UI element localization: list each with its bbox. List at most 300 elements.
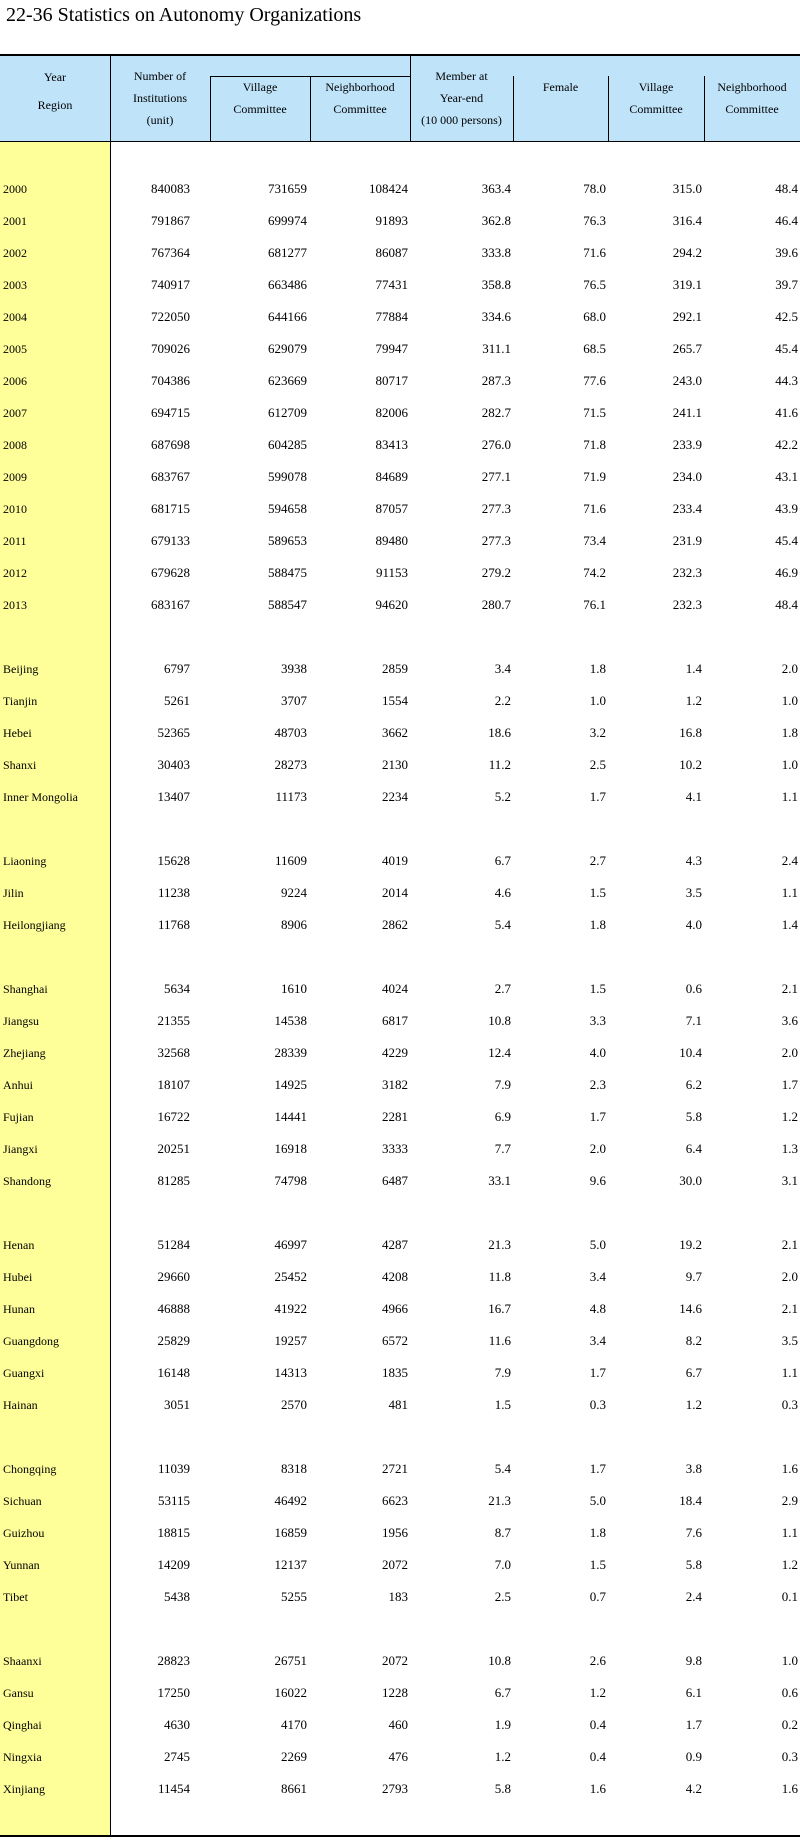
table-row (0, 429, 800, 461)
cell-col-members: 2.5 (494, 1589, 511, 1604)
table-row (0, 1741, 800, 1773)
cell-col-members: 277.1 (481, 469, 511, 484)
cell-col-female: 1.7 (589, 1365, 606, 1380)
cell-col-institutions: 11454 (157, 1781, 190, 1796)
cell-col-inst-village: 604285 (268, 437, 307, 452)
cell-col-members: 5.8 (494, 1781, 511, 1796)
cell-col-inst-neighborhood: 2281 (382, 1109, 408, 1124)
cell-col-institutions: 20251 (157, 1141, 190, 1156)
cell-col-members: 2.2 (494, 693, 511, 708)
cell-col-inst-neighborhood: 2234 (382, 789, 408, 804)
cell-col-female: 1.0 (589, 693, 606, 708)
cell-col-inst-village: 19257 (274, 1333, 307, 1348)
cell-col-inst-neighborhood: 6623 (382, 1493, 408, 1508)
row-label: 2008 (3, 438, 27, 452)
row-label: Zhejiang (3, 1046, 46, 1060)
row-label: Jiangxi (3, 1142, 38, 1156)
table-row (0, 1389, 800, 1421)
cell-col-inst-neighborhood: 4019 (382, 853, 408, 868)
table-row (0, 1165, 800, 1197)
cell-col-institutions: 11238 (157, 885, 190, 900)
cell-col-mem-village: 4.3 (685, 853, 702, 868)
table-row (0, 557, 800, 589)
cell-col-female: 76.5 (583, 277, 606, 292)
cell-col-inst-neighborhood: 3333 (382, 1141, 408, 1156)
cell-col-inst-village: 5255 (281, 1589, 307, 1604)
cell-col-inst-neighborhood: 94620 (375, 597, 408, 612)
cell-col-institutions: 15628 (157, 853, 190, 868)
cell-col-female: 68.0 (583, 309, 606, 324)
table-row (0, 653, 800, 685)
row-label: 2004 (3, 310, 27, 324)
cell-col-inst-neighborhood: 3182 (382, 1077, 408, 1092)
cell-col-inst-village: 612709 (268, 405, 307, 420)
cell-col-institutions: 16722 (157, 1109, 190, 1124)
cell-col-inst-village: 14538 (274, 1013, 307, 1028)
cell-col-members: 333.8 (481, 245, 511, 260)
cell-col-mem-neighborhood: 43.1 (775, 469, 798, 484)
table-row (0, 1709, 800, 1741)
cell-col-mem-village: 243.0 (672, 373, 702, 388)
row-label: Fujian (3, 1110, 34, 1124)
cell-col-institutions: 709026 (151, 341, 190, 356)
table-row (0, 749, 800, 781)
cell-col-mem-neighborhood: 2.1 (781, 981, 798, 996)
cell-col-mem-village: 7.6 (685, 1525, 702, 1540)
cell-col-inst-village: 16022 (274, 1685, 307, 1700)
cell-col-female: 0.4 (589, 1749, 606, 1764)
cell-col-mem-neighborhood: 41.6 (775, 405, 798, 420)
cell-col-inst-neighborhood: 2072 (382, 1653, 408, 1668)
cell-col-inst-neighborhood: 6572 (382, 1333, 408, 1348)
cell-col-female: 71.6 (583, 501, 606, 516)
cell-col-inst-village: 14441 (274, 1109, 307, 1124)
cell-col-mem-village: 233.4 (672, 501, 702, 516)
cell-col-inst-village: 46997 (274, 1237, 307, 1252)
cell-col-inst-neighborhood: 2130 (382, 757, 408, 772)
cell-col-inst-village: 11609 (274, 853, 307, 868)
cell-col-members: 2.7 (494, 981, 511, 996)
table-row (0, 1517, 800, 1549)
cell-col-female: 78.0 (583, 181, 606, 196)
cell-col-mem-neighborhood: 1.0 (781, 1653, 798, 1668)
cell-col-institutions: 5634 (164, 981, 190, 996)
cell-col-members: 21.3 (488, 1493, 511, 1508)
cell-col-female: 4.0 (589, 1045, 606, 1060)
row-label: Shandong (3, 1174, 51, 1188)
row-label: Shanxi (3, 758, 37, 772)
cell-col-mem-neighborhood: 39.7 (775, 277, 798, 292)
row-label: Hubei (3, 1270, 33, 1284)
cell-col-members: 6.9 (494, 1109, 511, 1124)
cell-col-members: 3.4 (494, 661, 511, 676)
cell-col-mem-neighborhood: 39.6 (775, 245, 798, 260)
cell-col-mem-neighborhood: 1.3 (781, 1141, 798, 1156)
cell-col-female: 73.4 (583, 533, 606, 548)
cell-col-inst-neighborhood: 79947 (375, 341, 408, 356)
cell-col-institutions: 679133 (151, 533, 190, 548)
table-row (0, 1357, 800, 1389)
cell-col-female: 1.8 (589, 917, 606, 932)
table-row (0, 1069, 800, 1101)
cell-col-mem-village: 14.6 (679, 1301, 702, 1316)
cell-col-institutions: 30403 (157, 757, 190, 772)
row-label: 2013 (3, 598, 27, 612)
cell-col-female: 71.5 (583, 405, 606, 420)
row-label: Shaanxi (3, 1654, 42, 1668)
cell-col-mem-village: 232.3 (672, 565, 702, 580)
cell-col-inst-village: 2570 (281, 1397, 307, 1412)
page-title: 22-36 Statistics on Autonomy Organizations (6, 4, 362, 26)
cell-col-institutions: 687698 (151, 437, 190, 452)
cell-col-institutions: 5261 (164, 693, 190, 708)
table-row (0, 269, 800, 301)
cell-col-mem-village: 233.9 (672, 437, 702, 452)
cell-col-mem-neighborhood: 2.1 (781, 1301, 798, 1316)
row-label: Tibet (3, 1590, 28, 1604)
cell-col-institutions: 2745 (164, 1749, 190, 1764)
cell-col-mem-neighborhood: 1.1 (781, 789, 798, 804)
cell-col-female: 68.5 (583, 341, 606, 356)
header-female: Female (542, 80, 579, 94)
row-label: Ningxia (3, 1750, 42, 1764)
cell-col-members: 280.7 (481, 597, 511, 612)
cell-col-female: 2.0 (589, 1141, 606, 1156)
cell-col-institutions: 4630 (164, 1717, 190, 1732)
cell-col-members: 311.1 (482, 341, 511, 356)
row-label: 2000 (3, 182, 27, 196)
cell-col-inst-neighborhood: 77884 (375, 309, 408, 324)
row-label: Jiangsu (3, 1014, 39, 1028)
cell-col-female: 2.7 (589, 853, 606, 868)
row-label: Henan (3, 1238, 35, 1252)
cell-col-institutions: 16148 (157, 1365, 190, 1380)
cell-col-mem-village: 234.0 (672, 469, 702, 484)
cell-col-mem-village: 4.2 (685, 1781, 702, 1796)
cell-col-institutions: 704386 (151, 373, 190, 388)
cell-col-institutions: 18815 (157, 1525, 190, 1540)
table-row (0, 1101, 800, 1133)
cell-col-members: 7.7 (494, 1141, 511, 1156)
cell-col-inst-neighborhood: 4229 (382, 1045, 408, 1060)
table-row (0, 717, 800, 749)
cell-col-mem-neighborhood: 43.9 (775, 501, 798, 516)
cell-col-mem-neighborhood: 48.4 (775, 181, 798, 196)
cell-col-institutions: 740917 (151, 277, 190, 292)
cell-col-inst-village: 594658 (268, 501, 307, 516)
row-label: 2012 (3, 566, 27, 580)
cell-col-members: 4.6 (494, 885, 511, 900)
cell-col-members: 33.1 (488, 1173, 511, 1188)
cell-col-inst-village: 48703 (274, 725, 307, 740)
cell-col-institutions: 722050 (151, 309, 190, 324)
cell-col-mem-neighborhood: 1.2 (781, 1557, 798, 1572)
cell-col-mem-village: 10.2 (679, 757, 702, 772)
cell-col-inst-village: 588475 (268, 565, 307, 580)
row-label: 2011 (3, 534, 27, 548)
cell-col-female: 77.6 (583, 373, 606, 388)
row-label: Hebei (3, 726, 32, 740)
table-row (0, 301, 800, 333)
cell-col-members: 358.8 (481, 277, 511, 292)
cell-col-members: 334.6 (481, 309, 511, 324)
cell-col-female: 1.6 (589, 1781, 606, 1796)
cell-col-institutions: 18107 (157, 1077, 190, 1092)
cell-col-members: 18.6 (488, 725, 511, 740)
cell-col-female: 3.4 (589, 1269, 606, 1284)
table-row (0, 909, 800, 941)
cell-col-inst-neighborhood: 91893 (375, 213, 408, 228)
row-label: Anhui (3, 1078, 33, 1092)
cell-col-mem-neighborhood: 1.1 (781, 885, 798, 900)
cell-col-mem-neighborhood: 46.4 (775, 213, 798, 228)
table-row (0, 589, 800, 621)
row-label: Inner Mongolia (3, 790, 78, 804)
cell-col-mem-village: 315.0 (672, 181, 702, 196)
cell-col-mem-neighborhood: 1.0 (781, 757, 798, 772)
cell-col-mem-neighborhood: 42.2 (775, 437, 798, 452)
cell-col-inst-neighborhood: 2793 (382, 1781, 408, 1796)
cell-col-inst-village: 623669 (268, 373, 307, 388)
cell-col-members: 11.2 (488, 757, 511, 772)
cell-col-mem-village: 0.6 (685, 981, 702, 996)
cell-col-mem-neighborhood: 2.9 (781, 1493, 798, 1508)
cell-col-mem-neighborhood: 1.0 (781, 693, 798, 708)
cell-col-inst-neighborhood: 2014 (382, 885, 408, 900)
cell-col-mem-neighborhood: 44.3 (775, 373, 798, 388)
cell-col-institutions: 679628 (151, 565, 190, 580)
cell-col-institutions: 11039 (157, 1461, 190, 1476)
row-label: Sichuan (3, 1494, 42, 1508)
table-row (0, 845, 800, 877)
header-number-of-institutions: Number of Institutions (unit) (132, 69, 187, 127)
cell-col-inst-village: 599078 (268, 469, 307, 484)
cell-col-female: 5.0 (589, 1493, 606, 1508)
row-label: Heilongjiang (3, 918, 66, 932)
cell-col-mem-neighborhood: 1.7 (781, 1077, 798, 1092)
cell-col-members: 12.4 (488, 1045, 511, 1060)
cell-col-inst-village: 25452 (274, 1269, 307, 1284)
cell-col-institutions: 5438 (164, 1589, 190, 1604)
cell-col-inst-village: 9224 (281, 885, 307, 900)
cell-col-female: 1.7 (589, 1461, 606, 1476)
cell-col-members: 1.5 (494, 1397, 511, 1412)
cell-col-mem-neighborhood: 48.4 (775, 597, 798, 612)
table-row (0, 1773, 800, 1805)
cell-col-inst-neighborhood: 89480 (375, 533, 408, 548)
row-label: 2001 (3, 214, 27, 228)
table-row (0, 1453, 800, 1485)
row-label: Tianjin (3, 694, 38, 708)
cell-col-inst-village: 629079 (268, 341, 307, 356)
statistics-table (0, 54, 800, 1837)
cell-col-mem-village: 319.1 (672, 277, 702, 292)
cell-col-inst-village: 26751 (274, 1653, 307, 1668)
cell-col-members: 6.7 (494, 1685, 511, 1700)
cell-col-inst-village: 11173 (275, 789, 307, 804)
cell-col-members: 11.6 (488, 1333, 511, 1348)
table-body (0, 54, 800, 1837)
cell-col-inst-neighborhood: 476 (388, 1749, 408, 1764)
cell-col-mem-neighborhood: 0.3 (781, 1749, 798, 1764)
cell-col-inst-neighborhood: 6487 (382, 1173, 408, 1188)
table-row (0, 205, 800, 237)
cell-col-inst-village: 699974 (268, 213, 307, 228)
cell-col-mem-neighborhood: 1.1 (781, 1525, 798, 1540)
cell-col-members: 1.9 (494, 1717, 511, 1732)
cell-col-mem-neighborhood: 3.5 (781, 1333, 798, 1348)
table-row (0, 781, 800, 813)
cell-col-inst-village: 681277 (268, 245, 307, 260)
cell-col-inst-neighborhood: 2862 (382, 917, 408, 932)
cell-col-female: 71.9 (583, 469, 606, 484)
cell-col-institutions: 840083 (151, 181, 190, 196)
cell-col-female: 2.6 (589, 1653, 606, 1668)
cell-col-mem-neighborhood: 1.8 (781, 725, 798, 740)
cell-col-female: 3.3 (589, 1013, 606, 1028)
cell-col-institutions: 683767 (151, 469, 190, 484)
cell-col-mem-village: 265.7 (672, 341, 702, 356)
cell-col-mem-village: 4.0 (685, 917, 702, 932)
table-row (0, 973, 800, 1005)
cell-col-members: 7.9 (494, 1077, 511, 1092)
cell-col-mem-village: 4.1 (685, 789, 702, 804)
cell-col-female: 1.8 (589, 661, 606, 676)
row-label: 2003 (3, 278, 27, 292)
cell-col-inst-village: 8661 (281, 1781, 307, 1796)
cell-col-mem-village: 5.8 (685, 1109, 702, 1124)
cell-col-mem-village: 30.0 (679, 1173, 702, 1188)
cell-col-inst-neighborhood: 1228 (382, 1685, 408, 1700)
cell-col-institutions: 28823 (157, 1653, 190, 1668)
cell-col-female: 1.5 (589, 1557, 606, 1572)
cell-col-inst-neighborhood: 4208 (382, 1269, 408, 1284)
cell-col-institutions: 6797 (164, 661, 190, 676)
cell-col-institutions: 767364 (151, 245, 190, 260)
cell-col-inst-neighborhood: 77431 (375, 277, 408, 292)
cell-col-mem-neighborhood: 1.1 (781, 1365, 798, 1380)
header-inst-neighborhood-committee: Neighborhood Committee (325, 80, 395, 116)
cell-col-female: 9.6 (589, 1173, 606, 1188)
cell-col-inst-neighborhood: 86087 (375, 245, 408, 260)
cell-col-mem-village: 2.4 (685, 1589, 702, 1604)
cell-col-mem-neighborhood: 1.2 (781, 1109, 798, 1124)
cell-col-mem-village: 1.4 (685, 661, 702, 676)
row-label: Chongqing (3, 1462, 57, 1476)
cell-col-mem-neighborhood: 42.5 (775, 309, 798, 324)
cell-col-inst-neighborhood: 4966 (382, 1301, 408, 1316)
cell-col-institutions: 17250 (157, 1685, 190, 1700)
cell-col-members: 277.3 (481, 533, 511, 548)
cell-col-mem-neighborhood: 2.4 (781, 853, 798, 868)
cell-col-female: 1.2 (589, 1685, 606, 1700)
cell-col-institutions: 681715 (151, 501, 190, 516)
cell-col-institutions: 791867 (151, 213, 190, 228)
cell-col-institutions: 11768 (157, 917, 190, 932)
cell-col-members: 16.7 (488, 1301, 511, 1316)
row-label: Guangdong (3, 1334, 59, 1348)
header-mem-village-committee: Village Committee (629, 80, 683, 116)
table-row (0, 1485, 800, 1517)
cell-col-mem-neighborhood: 46.9 (775, 565, 798, 580)
table-row (0, 1581, 800, 1613)
cell-col-inst-neighborhood: 1956 (382, 1525, 408, 1540)
cell-col-female: 5.0 (589, 1237, 606, 1252)
cell-col-female: 1.5 (589, 885, 606, 900)
cell-col-mem-village: 18.4 (679, 1493, 702, 1508)
cell-col-mem-neighborhood: 2.0 (781, 1045, 798, 1060)
cell-col-mem-village: 16.8 (679, 725, 702, 740)
cell-col-inst-village: 28273 (274, 757, 307, 772)
cell-col-members: 5.4 (494, 917, 511, 932)
cell-col-mem-neighborhood: 2.0 (781, 661, 798, 676)
cell-col-members: 8.7 (494, 1525, 511, 1540)
table-row (0, 1549, 800, 1581)
cell-col-members: 5.4 (494, 1461, 511, 1476)
row-label: 2002 (3, 246, 27, 260)
cell-col-mem-village: 6.7 (685, 1365, 702, 1380)
cell-col-female: 74.2 (583, 565, 606, 580)
cell-col-inst-neighborhood: 1835 (382, 1365, 408, 1380)
cell-col-mem-village: 3.8 (685, 1461, 702, 1476)
cell-col-inst-neighborhood: 87057 (375, 501, 408, 516)
cell-col-mem-village: 5.8 (685, 1557, 702, 1572)
table-row (0, 173, 800, 205)
cell-col-female: 1.8 (589, 1525, 606, 1540)
cell-col-female: 4.8 (589, 1301, 606, 1316)
table-row (0, 685, 800, 717)
row-label: Gansu (3, 1686, 34, 1700)
cell-col-mem-neighborhood: 1.4 (781, 917, 798, 932)
cell-col-institutions: 32568 (157, 1045, 190, 1060)
cell-col-inst-neighborhood: 83413 (375, 437, 408, 452)
table-row (0, 493, 800, 525)
cell-col-mem-village: 6.2 (685, 1077, 702, 1092)
row-label: Guizhou (3, 1526, 45, 1540)
cell-col-inst-village: 14313 (274, 1365, 307, 1380)
table-row (0, 1133, 800, 1165)
row-label: 2010 (3, 502, 27, 516)
cell-col-members: 1.2 (494, 1749, 511, 1764)
cell-col-inst-neighborhood: 481 (388, 1397, 408, 1412)
cell-col-members: 279.2 (481, 565, 511, 580)
cell-col-mem-neighborhood: 0.3 (781, 1397, 798, 1412)
cell-col-mem-neighborhood: 45.4 (775, 341, 798, 356)
cell-col-mem-village: 1.2 (685, 693, 702, 708)
cell-col-members: 282.7 (481, 405, 511, 420)
row-label: 2007 (3, 406, 27, 420)
table-row (0, 333, 800, 365)
cell-col-female: 71.8 (583, 437, 606, 452)
table-row (0, 525, 800, 557)
cell-col-mem-village: 7.1 (685, 1013, 702, 1028)
cell-col-female: 71.6 (583, 245, 606, 260)
cell-col-inst-neighborhood: 460 (388, 1717, 408, 1732)
cell-col-members: 7.0 (494, 1557, 511, 1572)
cell-col-mem-village: 6.1 (685, 1685, 702, 1700)
cell-col-members: 21.3 (488, 1237, 511, 1252)
cell-col-institutions: 14209 (157, 1557, 190, 1572)
cell-col-mem-neighborhood: 1.6 (781, 1461, 798, 1476)
cell-col-members: 6.7 (494, 853, 511, 868)
row-label: Beijing (3, 662, 39, 676)
row-label: Qinghai (3, 1718, 42, 1732)
cell-col-members: 10.8 (488, 1653, 511, 1668)
cell-col-mem-village: 0.9 (685, 1749, 702, 1764)
cell-col-mem-village: 232.3 (672, 597, 702, 612)
cell-col-inst-village: 3938 (281, 661, 307, 676)
cell-col-female: 1.7 (589, 1109, 606, 1124)
